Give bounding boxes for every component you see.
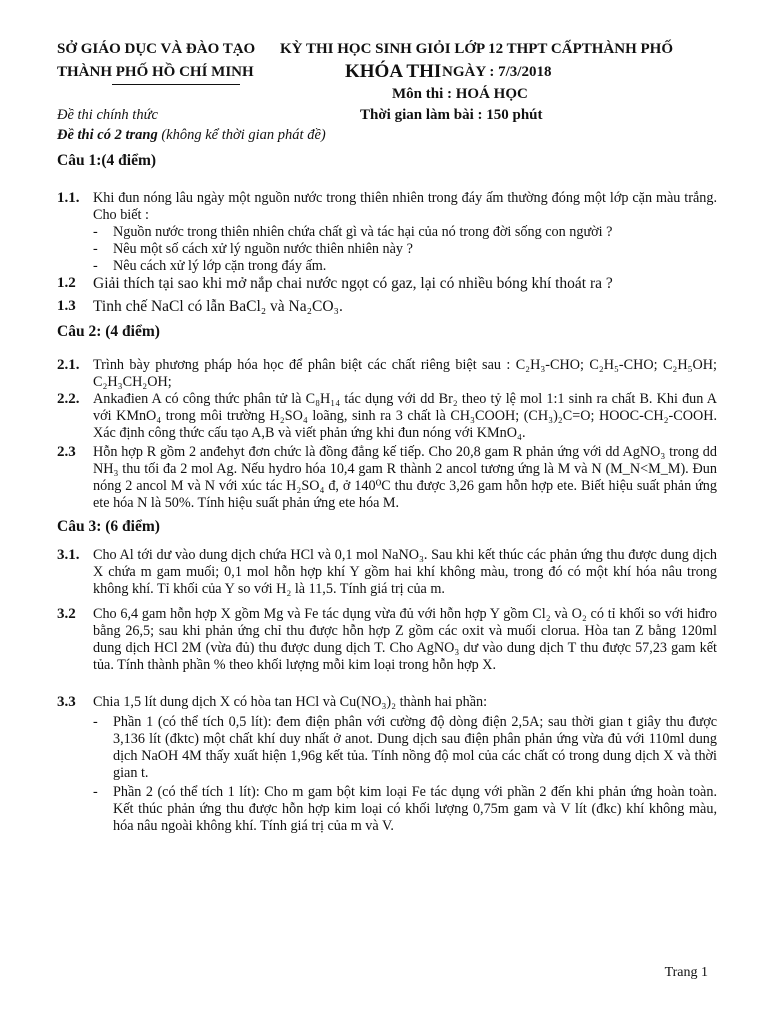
bullet-text: Phần 2 (có thể tích 1 lít): Cho m gam bột kim loại Fe tác dụng với phần 2 đến khi phản ứng hoàn toàn. Kết thúc phản ứng thu được hỗn hợp kim loại có khối lượng 0,75m gam và V lít (đkc) khí không màu, hóa nâu ngoài không khí. Tính giá trị của m và V. — [113, 784, 717, 834]
item-2-2 — [57, 391, 717, 442]
list-item: - Nêu cách xử lý lớp cặn trong đáy ấm. — [93, 258, 717, 275]
page-number: Trang 1 — [664, 965, 708, 980]
department-line-1: SỞ GIÁO DỤC VÀ ĐÀO TẠO — [57, 41, 256, 57]
department-line-2: THÀNH PHỐ HỒ CHÍ MINH — [57, 64, 254, 80]
item-text: Chia 1,5 lít dung dịch X có hòa tan HCl và Cu(NO₃)₂ thành hai phần: — [93, 694, 488, 710]
item-3-3 — [57, 694, 717, 835]
exam-date: NGÀY : 7/3/2018 — [442, 64, 552, 80]
item-number: 3.3 — [57, 694, 76, 710]
item-2-3 — [57, 444, 717, 512]
item-2-1 — [57, 357, 717, 391]
item-1-1 — [57, 190, 717, 275]
item-number: 1.1. — [57, 190, 80, 206]
bullet-text: Nguồn nước trong thiên nhiên chứa chất gì và tác hại của nó trong đời sống con người ? — [113, 224, 613, 240]
item-3-2 — [57, 606, 717, 674]
list-item: - Phần 1 (có thể tích 0,5 lít): đem điện phân với cường độ dòng điện 2,5A; sau thời gian t giây thu được 3,136 lít (đktc) một chất khí duy nhất ở anot. Dung dịch sau điện phân phản ứng vừa đủ với 110ml dung dịch NaOH 4M thấy xuất hiện 1,96g kết tủa. Tính nồng độ mol của các chất có trong dung dịch X và thời gian t. — [93, 714, 717, 781]
bullet-text: Nêu một số cách xử lý nguồn nước thiên nhiên này ? — [113, 241, 413, 257]
page-count: Đề thi có 2 trang — [57, 127, 158, 143]
item-number: 1.3 — [57, 298, 76, 314]
bullet-text: Nêu cách xử lý lớp cặn trong đáy ấm. — [113, 258, 327, 274]
bullet-text: Phần 1 (có thể tích 0,5 lít): đem điện phân với cường độ dòng điện 2,5A; sau thời gian t giây thu được 3,136 lít (đktc) một chất khí duy nhất ở anot. Dung dịch sau điện phân phản ứng vừa đủ với 110ml dung dịch NaOH 4M thấy xuất hiện 1,96g kết tủa. Tính nồng độ mol của các chất có trong dung dịch X và thời gian t. — [113, 714, 717, 781]
page-count-note: (không kể thời gian phát đề) — [161, 127, 326, 143]
list-item: - Phần 2 (có thể tích 1 lít): Cho m gam bột kim loại Fe tác dụng với phần 2 đến khi phản ứng hoàn toàn. Kết thúc phản ứng thu được hỗn hợp kim loại có khối lượng 0,75m gam và V lít (đkc) khí không màu, hóa nâu ngoài không khí. Tính giá trị của m và V. — [93, 784, 717, 834]
item-1-3 — [57, 297, 717, 316]
list-item: - Nêu một số cách xử lý nguồn nước thiên nhiên này ? — [93, 241, 717, 258]
item-number: 3.1. — [57, 547, 80, 563]
item-text: Tinh chế NaCl có lẫn BaCl₂ và Na₂CO₃. — [93, 298, 343, 315]
question-1-title: Câu 1:(4 điểm) — [57, 152, 157, 169]
item-number: 1.2 — [57, 275, 76, 291]
item-number: 2.2. — [57, 391, 80, 407]
item-text: Ankađien A có công thức phân tử là C₈H₁₄ tác dụng với dd Br₂ theo tỷ lệ mol 1:1 sinh ra chất B. Khi đun A với KMnO₄ trong môi trường H₂SO₄ loãng, sinh ra 3 chất là CH₃COOH; (CH₃)₂C=O; HOOC-CH₂-COOH. Xác định công thức cấu tạo A,B và viết phản ứng khi đun nóng với KMnO₄. — [93, 391, 717, 441]
item-1-2 — [57, 274, 717, 293]
item-text: Cho 6,4 gam hỗn hợp X gồm Mg và Fe tác dụng vừa đủ với hỗn hợp Y gồm Cl₂ và O₂ có tỉ khối so với hiđro bằng 26,5; sau khi phản ứng chỉ thu được hỗn hợp Z gồm các oxit và muối clorua. Hòa tan Z bằng 120ml dung dịch HCl 2M (vừa đủ) thu được dung dịch T. Cho AgNO₃ dư vào dung dịch T thu được 57,23 gam kết tủa. Tính thành phần % theo khối lượng mỗi kim loại trong hỗn hợp X. — [93, 606, 717, 673]
item-text: Cho Al tới dư vào dung dịch chứa HCl và 0,1 mol NaNO₃. Sau khi kết thúc các phản ứng thu được dung dịch X chứa m gam muối; 0,1 mol hỗn hợp khí Y gồm hai khí không màu, trong đó có một khí hóa nâu trong không khí. Tỉ khối của Y so với H₂ là 11,5. Tính giá trị của m. — [93, 547, 717, 597]
question-3-title: Câu 3: (6 điểm) — [57, 518, 160, 535]
item-text: Trình bày phương pháp hóa học để phân biệt các chất riêng biệt sau : C₂H₃-CHO; C₂H₅-CHO; C₂H₅OH; C₂H₃CH₂OH; — [93, 357, 717, 390]
exam-title: KỲ THI HỌC SINH GIỎI LỚP 12 THPT CẤPTHÀNH PHỐ — [280, 41, 673, 57]
item-text: Khi đun nóng lâu ngày một nguồn nước trong thiên nhiên trong đáy ấm thường đóng một lớp cặn màu trắng. Cho biết : — [93, 190, 717, 223]
item-3-1 — [57, 547, 717, 598]
list-item: - Nguồn nước trong thiên nhiên chứa chất gì và tác hại của nó trong đời sống con người ? — [93, 224, 717, 241]
khoa-thi-label: KHÓA THI — [345, 61, 442, 82]
item-number: 2.3 — [57, 444, 76, 460]
item-number: 2.1. — [57, 357, 80, 373]
header-underline — [112, 84, 240, 85]
official-label: Đề thi chính thức — [57, 107, 158, 123]
item-text: Giải thích tại sao khi mở nắp chai nước ngọt có gaz, lại có nhiều bóng khí thoát ra ? — [93, 275, 613, 292]
subject: Môn thi : HOÁ HỌC — [392, 86, 528, 102]
duration: Thời gian làm bài : 150 phút — [360, 107, 543, 123]
item-text: Hỗn hợp R gồm 2 anđehyt đơn chức là đồng đẳng kế tiếp. Cho 20,8 gam R phản ứng với dd AgNO₃ trong dd NH₃ thu tối đa 2 mol Ag. Nếu hydro hóa 10,4 gam R thành 2 ancol tương ứng là M và N (M_N<M_M). Đun nóng 2 ancol M và N với xúc tác H₂SO₄ đ, ở 140⁰C thu được 3,26 gam hỗn hợp ete. Biết hiệu suất phản ứng ete hóa N là 50%. Tính hiệu suất phản ứng ete hóa M. — [93, 444, 717, 511]
question-2-title: Câu 2: (4 điểm) — [57, 323, 160, 340]
item-number: 3.2 — [57, 606, 76, 622]
